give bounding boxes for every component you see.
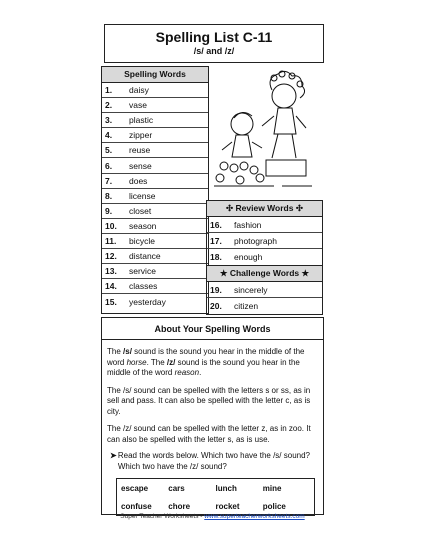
page-title: Spelling List C-11 — [155, 29, 273, 45]
word-row — [102, 204, 208, 219]
word-number: 2. — [105, 100, 113, 111]
review-challenge-table — [206, 200, 323, 315]
grid-word: escape — [121, 483, 149, 493]
word-row — [207, 249, 322, 265]
word-row — [102, 128, 208, 143]
word-number: 14. — [105, 281, 117, 292]
spelling-words-header: Spelling Words — [102, 67, 208, 83]
word-text: vase — [129, 100, 147, 111]
word-row — [102, 113, 208, 128]
footer — [0, 513, 425, 520]
word-text: distance — [129, 251, 161, 262]
word-text: service — [129, 266, 156, 277]
about-box — [101, 317, 324, 515]
word-row — [102, 219, 208, 234]
footer-link[interactable]: www.superteacherworksheets.com — [204, 513, 305, 520]
spelling-words-table — [101, 66, 209, 314]
word-row — [102, 189, 208, 204]
word-number: 10. — [105, 220, 117, 231]
word-number: 5. — [105, 145, 113, 156]
word-text: photograph — [234, 235, 278, 246]
word-number: 11. — [105, 235, 117, 246]
word-text: citizen — [234, 301, 259, 311]
word-number: 13. — [105, 266, 117, 277]
title-box — [104, 24, 324, 63]
word-text: sincerely — [234, 284, 268, 295]
word-number: 20. — [210, 301, 222, 311]
word-text: sense — [129, 160, 152, 171]
page-subtitle: /s/ and /z/ — [193, 46, 235, 56]
word-number: 16. — [210, 219, 222, 230]
word-text: zipper — [129, 130, 153, 141]
word-number: 12. — [105, 251, 117, 262]
grid-word: lunch — [215, 483, 237, 493]
word-text: enough — [234, 252, 263, 262]
about-paragraph-1: The /s/ sound is the sound you hear in the middle of the word horse. The /z/ sound is the sound you hear in the middle of the word reason. — [107, 347, 305, 377]
word-number: 19. — [210, 284, 222, 295]
question-item — [110, 451, 317, 472]
children-illustration — [212, 68, 324, 198]
word-row — [102, 143, 208, 158]
word-text: license — [129, 190, 156, 201]
grid-word: cars — [168, 483, 185, 493]
challenge-words-header: ★ Challenge Words ★ — [207, 265, 322, 282]
word-text: classes — [129, 281, 158, 292]
word-row — [207, 217, 322, 233]
about-paragraph-3: The /z/ sound can be spelled with the letter z, as in zoo. It can also be spelled with the letter s, as is use. — [107, 424, 311, 444]
word-text: plastic — [129, 115, 154, 126]
word-number: 4. — [105, 130, 113, 141]
review-words-header: ✣ Review Words ✣ — [207, 201, 322, 217]
grid-word: rocket — [215, 501, 240, 511]
grid-word: chore — [168, 501, 191, 511]
word-text: does — [129, 175, 148, 186]
word-row — [207, 282, 322, 298]
about-divider — [102, 339, 323, 340]
word-row — [102, 158, 208, 173]
word-row — [102, 234, 208, 249]
about-paragraph-2: The /s/ sound can be spelled with the letters s or ss, as in sell and pass. It can also be spelled with the letter c, as is city. — [107, 385, 311, 416]
word-number: 6. — [105, 160, 113, 171]
word-row — [102, 264, 208, 279]
word-grid — [116, 478, 315, 516]
word-text: fashion — [234, 219, 262, 230]
word-row — [207, 233, 322, 249]
word-number: 18. — [210, 252, 222, 262]
word-number: 9. — [105, 205, 113, 216]
word-row — [102, 294, 208, 309]
grid-word: mine — [262, 483, 282, 493]
word-number: 17. — [210, 235, 222, 246]
arrow-icon: ➤ — [110, 451, 117, 460]
word-number: 7. — [105, 175, 113, 186]
footer-text: Super Teacher Worksheets - — [120, 513, 205, 520]
word-number: 3. — [105, 115, 113, 126]
word-text: daisy — [129, 85, 149, 96]
question-text: Read the words below. Which two have the /s/ sound? Which two have the /z/ sound? — [117, 451, 310, 471]
grid-word: police — [262, 501, 286, 511]
word-number: 15. — [105, 296, 117, 307]
word-row — [102, 83, 208, 98]
word-row — [102, 174, 208, 189]
word-row — [102, 279, 208, 294]
word-number: 8. — [105, 190, 113, 201]
word-text: bicycle — [129, 235, 155, 246]
word-row — [102, 249, 208, 264]
word-row — [102, 98, 208, 113]
word-text: yesterday — [129, 296, 166, 307]
word-text: reuse — [129, 145, 151, 156]
about-header: About Your Spelling Words — [154, 324, 271, 334]
word-number: 1. — [105, 85, 113, 96]
word-row — [207, 298, 322, 314]
word-text: closet — [129, 205, 152, 216]
word-text: season — [129, 220, 157, 231]
grid-word: confuse — [121, 501, 152, 511]
